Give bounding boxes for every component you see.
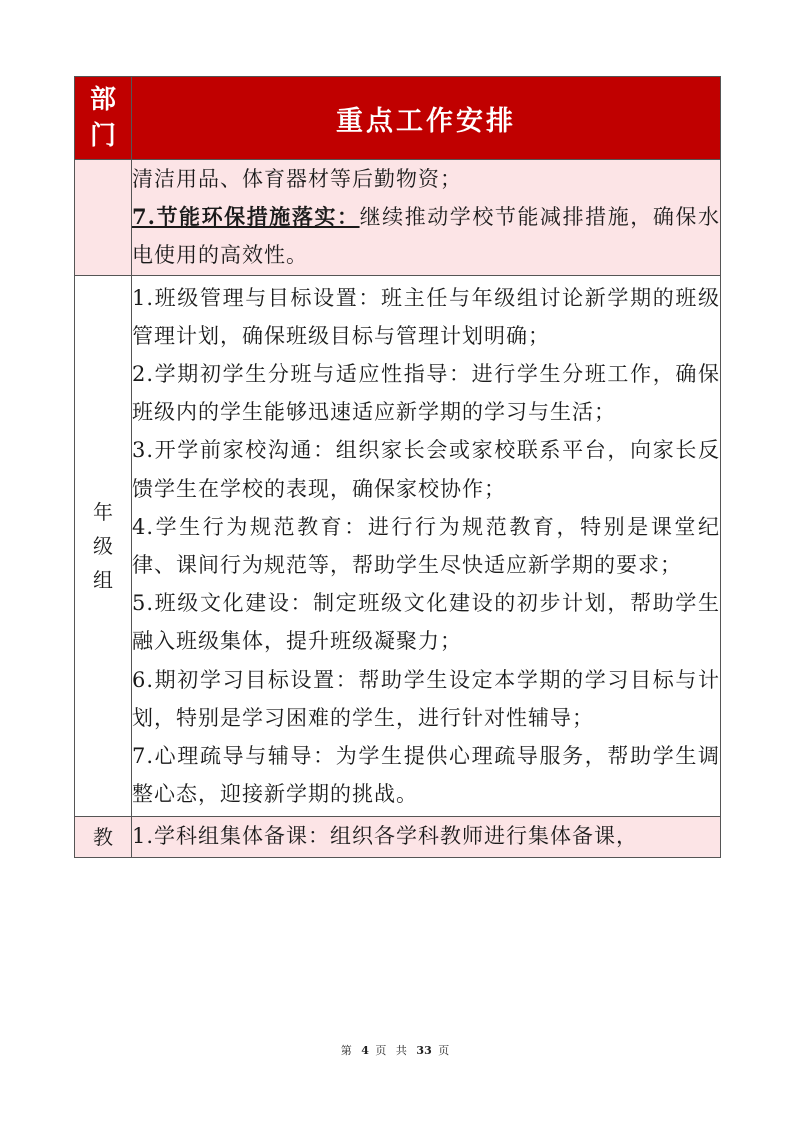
content-cell (132, 817, 721, 858)
page-total: 33 (416, 1044, 432, 1057)
footer-suffix: 页 (438, 1044, 453, 1057)
work-column-header: 重点工作安排 (132, 77, 721, 160)
content-item: 2.学期初学生分班与适应性指导：进行学生分班工作，确保班级内的学生能够迅速适应新学期的学习与生活； (132, 362, 720, 425)
content-cell (132, 275, 721, 817)
item-text: 继续推动学校节能减排措施，确保水电使用的高效性。 (132, 205, 720, 268)
content-cell (132, 160, 721, 276)
page-number: 4 (361, 1044, 369, 1057)
content-item (132, 198, 720, 274)
footer-prefix: 第 (340, 1044, 355, 1057)
footer-middle: 页 共 (375, 1044, 410, 1057)
item-label: 7.节能环保措施落实： (132, 204, 360, 230)
table-row-logistics (75, 160, 721, 276)
content-item: 1.班级管理与目标设置：班主任与年级组讨论新学期的班级管理计划，确保班级目标与管理计划明确； (132, 285, 720, 348)
table-row-teaching (75, 817, 721, 858)
dept-column-header (75, 77, 132, 160)
table-header-row (75, 77, 721, 160)
content-line: 1.学科组集体备课：组织各学科教师进行集体备课， (132, 824, 639, 849)
content-item: 7.心理疏导与辅导：为学生提供心理疏导服务，帮助学生调整心态，迎接新学期的挑战。 (132, 744, 720, 807)
work-plan-table (74, 76, 721, 858)
page-footer (0, 1042, 793, 1058)
dept-char: 级 (93, 534, 113, 559)
content-line: 清洁用品、体育器材等后勤物资； (132, 167, 462, 191)
dept-header-char: 部 (89, 85, 116, 115)
content-item: 5.班级文化建设：制定班级文化建设的初步计划，帮助学生融入班级集体，提升班级凝聚力； (132, 591, 720, 654)
content-item: 4.学生行为规范教育：进行行为规范教育，特别是课堂纪律、课间行为规范等，帮助学生尽快适应新学期的要求； (132, 514, 720, 578)
dept-char: 组 (93, 568, 113, 593)
dept-cell-grade-group (75, 275, 132, 817)
dept-header-char: 门 (89, 121, 116, 151)
content-item: 3.开学前家校沟通：组织家长会或家校联系平台，向家长反馈学生在学校的表现，确保家校协作； (132, 438, 720, 501)
table-row-grade-group (75, 275, 721, 817)
dept-cell-empty (75, 160, 132, 276)
dept-char: 年 (93, 500, 113, 525)
dept-cell-teaching: 教 (75, 817, 132, 858)
content-item: 6.期初学习目标设置：帮助学生设定本学期的学习目标与计划，特别是学习困难的学生，进行针对性辅导； (132, 667, 720, 730)
